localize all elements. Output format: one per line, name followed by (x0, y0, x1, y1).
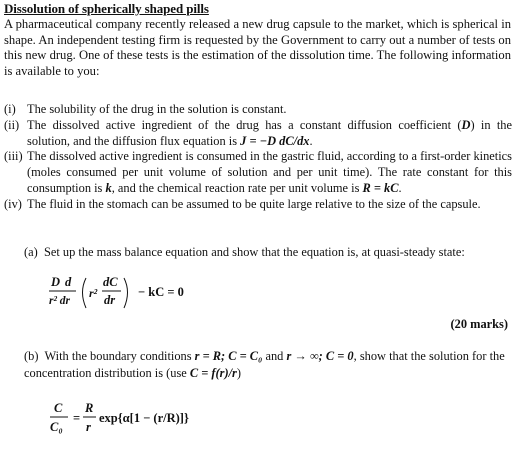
list-item (4, 102, 512, 118)
list-number: (ii) (4, 117, 20, 132)
list-item (4, 197, 512, 213)
eq-dr: dr (104, 293, 116, 307)
question-text: ) (236, 366, 242, 380)
list-number: (iii) (4, 149, 23, 164)
eq-rest: exp{α[1 − (r/R)]} (99, 411, 189, 425)
assumption-list (4, 102, 512, 213)
eq-rest: − kC = 0 (138, 285, 184, 299)
math-expression: J = −D dC/dx (240, 133, 310, 148)
question-label: (a) (24, 245, 38, 259)
math-symbol: D (461, 117, 471, 132)
question-text: , show that the solution for the concentration distribution is (use (24, 349, 505, 380)
substitution: C = f(r)/r (189, 366, 237, 380)
list-item (4, 149, 512, 196)
list-number: (iv) (4, 196, 22, 211)
eq-r2dr: r² dr (49, 295, 71, 307)
eq-d: d (65, 275, 72, 289)
eq-dC: dC (103, 275, 118, 289)
question-text: With the boundary conditions (44, 349, 195, 363)
question-text: Set up the mass balance equation and show that the equation is, at quasi-steady state: (43, 245, 465, 259)
eq-D: D (51, 275, 61, 289)
eq-C0: C₀ (50, 420, 63, 434)
eq-r: r (86, 420, 91, 434)
list-number: (i) (4, 102, 16, 116)
question-a (24, 244, 508, 260)
svg-text:=: = (73, 411, 81, 425)
list-item (4, 118, 512, 150)
list-text: . (398, 180, 402, 195)
eq-r2: r² (89, 286, 98, 300)
list-text: , and the chemical reaction rate per unit volume is (111, 180, 363, 195)
question-label: (b) (24, 349, 39, 363)
boundary-condition: r → ∞; C = 0 (286, 349, 354, 363)
marks-label: (20 marks) (450, 317, 508, 331)
boundary-condition: r = R; C = C₀ (194, 349, 263, 363)
list-text: . (309, 133, 313, 148)
page-title: Dissolution of spherically shaped pills (4, 1, 209, 16)
question-b (24, 348, 508, 382)
question-text: and (262, 349, 287, 363)
list-text: The solubility of the drug in the solution is constant. (27, 102, 287, 116)
list-text: ) in the solution, and the diffusion flux equation is (27, 117, 512, 148)
list-text: The dissolved active ingredient of the drug has a constant diffusion coefficient ( (27, 117, 462, 132)
eq-R: R (85, 401, 94, 415)
equation-b (48, 398, 248, 442)
eq-C: C (54, 401, 63, 415)
list-text: The fluid in the stomach can be assumed to be quite large relative to the size of the capsule. (27, 196, 481, 211)
equation-a (46, 272, 216, 316)
math-symbol: k (105, 180, 112, 195)
list-text: The dissolved active ingredient is consumed in the gastric fluid, according to a first-order kinetics (moles consumed per unit volume of solution and per unit time). The rate constant for this consumption is (27, 149, 512, 195)
math-expression: R = kC (362, 180, 399, 195)
intro-paragraph: A pharmaceutical company recently released a new drug capsule to the market, which is spherical in shape. An independent testing firm is requested by the Government to carry out a number of tests on this new drug. One of these tests is the estimation of the dissolution time. The following information is available to you: (4, 17, 511, 78)
